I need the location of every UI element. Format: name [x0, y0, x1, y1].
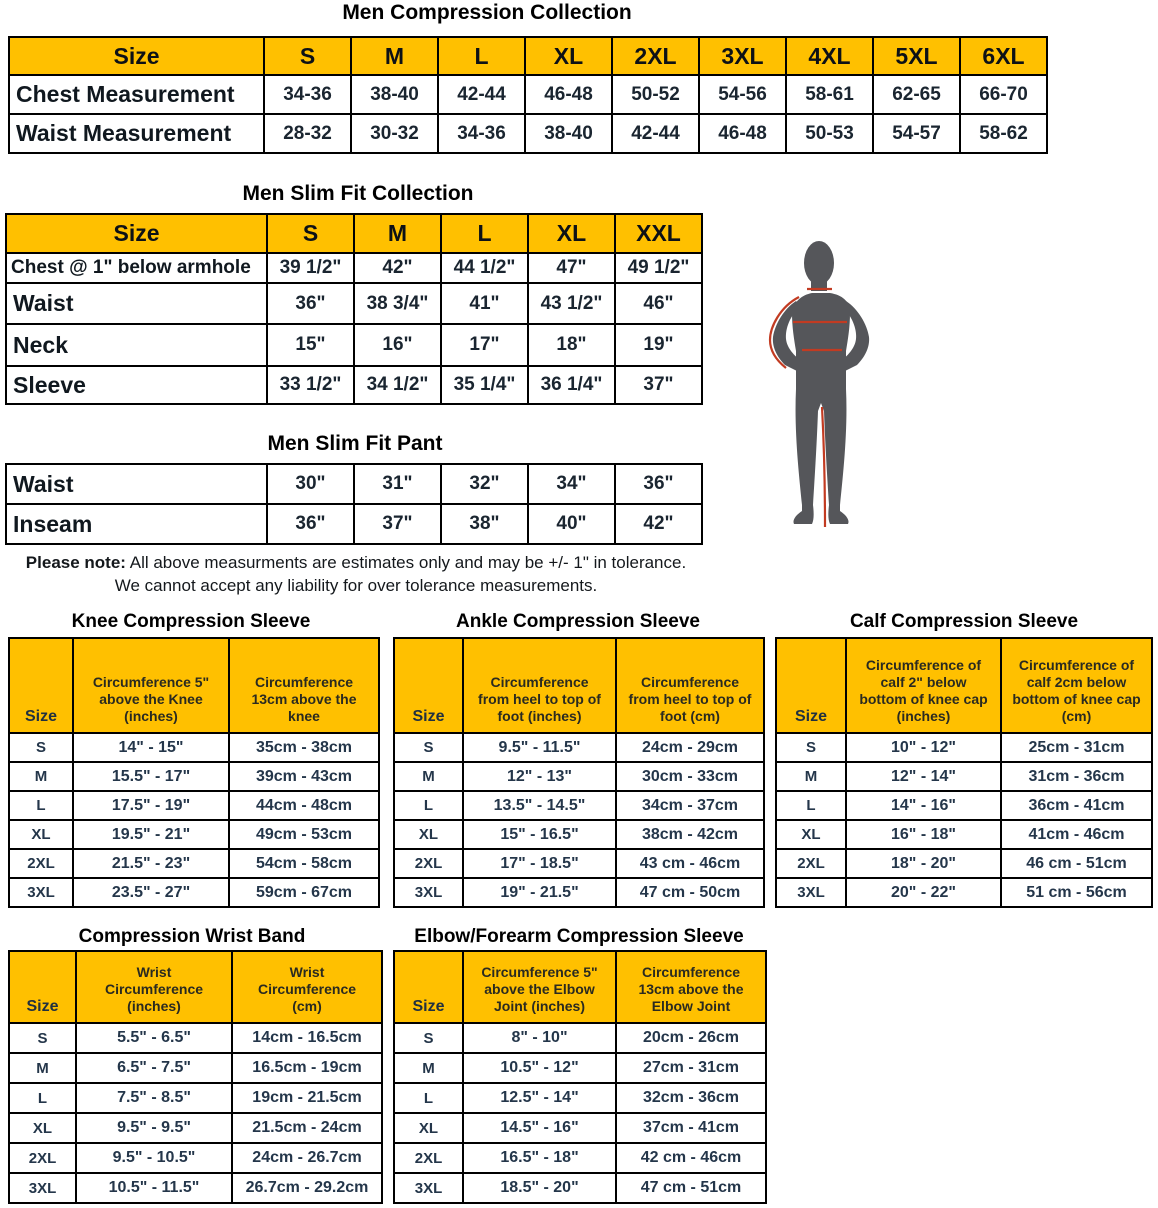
size-cell: 2XL — [776, 849, 846, 878]
cell: 58-62 — [960, 114, 1047, 153]
table-row — [9, 733, 379, 762]
col-header: Wrist Circumference (inches) — [76, 951, 232, 1023]
cell: 38 3/4" — [354, 283, 441, 324]
ankle-sleeve-table — [393, 637, 765, 908]
cell: 15.5" - 17" — [73, 762, 229, 791]
size-cell: 2XL — [394, 849, 463, 878]
cell: 17" — [441, 324, 528, 366]
table-row — [9, 820, 379, 849]
size-cell: S — [394, 1023, 463, 1053]
men-compression-collection-table — [8, 36, 1048, 154]
cell: 16.5cm - 19cm — [232, 1053, 382, 1083]
cell: 18" — [528, 324, 615, 366]
size-header-cell: Size — [394, 638, 463, 733]
cell: 31" — [354, 464, 441, 504]
elbow-sleeve-table — [393, 950, 767, 1204]
table-row — [9, 1113, 382, 1143]
size-header-cell: Size — [394, 951, 463, 1023]
cell: 32" — [441, 464, 528, 504]
col-header: M — [351, 37, 438, 75]
col-header: Circumference 13cm above the Elbow Joint — [616, 951, 766, 1023]
cell: 35cm - 38cm — [229, 733, 379, 762]
size-cell: M — [776, 762, 846, 791]
size-cell: M — [9, 762, 73, 791]
cell: 20" - 22" — [846, 878, 1001, 907]
cell: 42 cm - 46cm — [616, 1143, 766, 1173]
size-cell: L — [776, 791, 846, 820]
size-cell: S — [9, 1023, 76, 1053]
cell: 37" — [615, 366, 702, 404]
cell: 14.5" - 16" — [463, 1113, 616, 1143]
table-row — [6, 504, 702, 544]
wrist-band-table — [8, 950, 383, 1204]
wrist-band-title: Compression Wrist Band — [78, 926, 306, 947]
cell: 34" — [528, 464, 615, 504]
cell: 5.5" - 6.5" — [76, 1023, 232, 1053]
size-cell: XL — [776, 820, 846, 849]
cell: 26.7cm - 29.2cm — [232, 1173, 382, 1203]
cell: 51 cm - 56cm — [1001, 878, 1152, 907]
table-row — [6, 464, 702, 504]
cell: 54-56 — [699, 75, 786, 114]
cell: 19" - 21.5" — [463, 878, 616, 907]
size-cell: 3XL — [394, 878, 463, 907]
cell: 17" - 18.5" — [463, 849, 616, 878]
cell: 30cm - 33cm — [616, 762, 764, 791]
col-header: 2XL — [612, 37, 699, 75]
col-header: L — [438, 37, 525, 75]
table-row — [394, 1113, 766, 1143]
cell: 47 cm - 50cm — [616, 878, 764, 907]
cell: 46 cm - 51cm — [1001, 849, 1152, 878]
col-header: M — [354, 214, 441, 253]
size-cell: XL — [394, 820, 463, 849]
cell: 44cm - 48cm — [229, 791, 379, 820]
men-slim-fit-pant-title: Men Slim Fit Pant — [267, 432, 443, 455]
col-header: Circumference 13cm above the knee — [229, 638, 379, 733]
cell: 9.5" - 11.5" — [463, 733, 616, 762]
cell: 14cm - 16.5cm — [232, 1023, 382, 1053]
cell: 54-57 — [873, 114, 960, 153]
cell: 42" — [354, 253, 441, 283]
cell: 38-40 — [351, 75, 438, 114]
size-cell: XL — [9, 820, 73, 849]
table-row — [776, 820, 1152, 849]
row-label: Chest Measurement — [9, 75, 264, 114]
cell: 9.5" - 9.5" — [76, 1113, 232, 1143]
table-row — [6, 366, 702, 404]
men-slim-fit-pant-table — [5, 463, 703, 545]
cell: 39cm - 43cm — [229, 762, 379, 791]
cell: 38" — [441, 504, 528, 544]
cell: 36 1/4" — [528, 366, 615, 404]
table-row — [394, 1143, 766, 1173]
row-label: Chest @ 1" below armhole — [6, 253, 267, 283]
cell: 10.5" - 11.5" — [76, 1173, 232, 1203]
cell: 38-40 — [525, 114, 612, 153]
col-header: S — [267, 214, 354, 253]
ankle-sleeve-title: Ankle Compression Sleeve — [456, 611, 700, 632]
cell: 20cm - 26cm — [616, 1023, 766, 1053]
row-label: Inseam — [6, 504, 267, 544]
cell: 46-48 — [525, 75, 612, 114]
table-row — [9, 1083, 382, 1113]
cell: 62-65 — [873, 75, 960, 114]
size-cell: 2XL — [9, 1143, 76, 1173]
size-header-cell: Size — [9, 37, 264, 75]
size-cell: 3XL — [776, 878, 846, 907]
cell: 46" — [615, 283, 702, 324]
cell: 8" - 10" — [463, 1023, 616, 1053]
cell: 34-36 — [264, 75, 351, 114]
cell: 16" — [354, 324, 441, 366]
knee-sleeve-title: Knee Compression Sleeve — [71, 611, 311, 632]
cell: 25cm - 31cm — [1001, 733, 1152, 762]
table-row — [394, 1053, 766, 1083]
col-header: XXL — [615, 214, 702, 253]
header-row — [394, 951, 766, 1023]
cell: 17.5" - 19" — [73, 791, 229, 820]
table-row — [776, 733, 1152, 762]
size-cell: 2XL — [9, 849, 73, 878]
table-row — [9, 1143, 382, 1173]
size-cell: 2XL — [394, 1143, 463, 1173]
row-label: Waist Measurement — [9, 114, 264, 153]
cell: 35 1/4" — [441, 366, 528, 404]
table-row — [394, 849, 764, 878]
cell: 36" — [615, 464, 702, 504]
cell: 28-32 — [264, 114, 351, 153]
men-compression-collection-title: Men Compression Collection — [342, 1, 632, 24]
col-header: Wrist Circumference (cm) — [232, 951, 382, 1023]
table-row — [9, 1023, 382, 1053]
cell: 14" - 15" — [73, 733, 229, 762]
size-cell: XL — [9, 1113, 76, 1143]
cell: 47 cm - 51cm — [616, 1173, 766, 1203]
size-cell: XL — [394, 1113, 463, 1143]
cell: 15" - 16.5" — [463, 820, 616, 849]
cell: 30-32 — [351, 114, 438, 153]
size-cell: S — [9, 733, 73, 762]
size-cell: M — [9, 1053, 76, 1083]
cell: 46-48 — [699, 114, 786, 153]
col-header: 4XL — [786, 37, 873, 75]
cell: 50-52 — [612, 75, 699, 114]
table-row — [776, 762, 1152, 791]
table-row — [394, 820, 764, 849]
col-header: Circumference from heel to top of foot (inches) — [463, 638, 616, 733]
cell: 32cm - 36cm — [616, 1083, 766, 1113]
size-header-cell: Size — [776, 638, 846, 733]
elbow-sleeve-title: Elbow/Forearm Compression Sleeve — [414, 926, 744, 947]
col-header: S — [264, 37, 351, 75]
cell: 34 1/2" — [354, 366, 441, 404]
cell: 37cm - 41cm — [616, 1113, 766, 1143]
size-cell: L — [9, 1083, 76, 1113]
table-row — [6, 324, 702, 366]
cell: 43 cm - 46cm — [616, 849, 764, 878]
cell: 38cm - 42cm — [616, 820, 764, 849]
cell: 12" - 13" — [463, 762, 616, 791]
calf-sleeve-table — [775, 637, 1153, 908]
header-row — [9, 37, 1047, 75]
col-header: Circumference 5" above the Elbow Joint (inches) — [463, 951, 616, 1023]
cell: 18" - 20" — [846, 849, 1001, 878]
cell: 33 1/2" — [267, 366, 354, 404]
cell: 54cm - 58cm — [229, 849, 379, 878]
size-cell: S — [776, 733, 846, 762]
cell: 49 1/2" — [615, 253, 702, 283]
size-header-cell: Size — [6, 214, 267, 253]
cell: 42" — [615, 504, 702, 544]
table-row — [776, 791, 1152, 820]
header-row — [9, 638, 379, 733]
cell: 66-70 — [960, 75, 1047, 114]
size-cell: 3XL — [9, 1173, 76, 1203]
cell: 59cm - 67cm — [229, 878, 379, 907]
table-row — [9, 75, 1047, 114]
cell: 10.5" - 12" — [463, 1053, 616, 1083]
cell: 36cm - 41cm — [1001, 791, 1152, 820]
table-row — [394, 791, 764, 820]
size-cell: M — [394, 762, 463, 791]
cell: 13.5" - 14.5" — [463, 791, 616, 820]
header-row — [9, 951, 382, 1023]
size-cell: 3XL — [9, 878, 73, 907]
cell: 19" — [615, 324, 702, 366]
table-row — [394, 1173, 766, 1203]
cell: 42-44 — [438, 75, 525, 114]
table-row — [394, 1023, 766, 1053]
table-row — [776, 849, 1152, 878]
cell: 15" — [267, 324, 354, 366]
table-row — [394, 878, 764, 907]
header-row — [776, 638, 1152, 733]
size-cell: L — [9, 791, 73, 820]
cell: 24cm - 29cm — [616, 733, 764, 762]
cell: 30" — [267, 464, 354, 504]
cell: 16.5" - 18" — [463, 1143, 616, 1173]
size-cell: L — [394, 791, 463, 820]
cell: 12" - 14" — [846, 762, 1001, 791]
cell: 19.5" - 21" — [73, 820, 229, 849]
cell: 16" - 18" — [846, 820, 1001, 849]
cell: 19cm - 21.5cm — [232, 1083, 382, 1113]
cell: 18.5" - 20" — [463, 1173, 616, 1203]
note-line-1: Please note: All above measurments are estimates only and may be +/- 1" in tolerance. — [25, 553, 687, 572]
cell: 14" - 16" — [846, 791, 1001, 820]
table-row — [9, 762, 379, 791]
table-row — [9, 878, 379, 907]
header-row — [394, 638, 764, 733]
cell: 49cm - 53cm — [229, 820, 379, 849]
table-row — [9, 849, 379, 878]
table-row — [776, 878, 1152, 907]
col-header: XL — [528, 214, 615, 253]
cell: 58-61 — [786, 75, 873, 114]
col-header: 6XL — [960, 37, 1047, 75]
table-row — [394, 733, 764, 762]
row-label: Neck — [6, 324, 267, 366]
col-header: Circumference from heel to top of foot (cm) — [616, 638, 764, 733]
cell: 50-53 — [786, 114, 873, 153]
size-cell: L — [394, 1083, 463, 1113]
cell: 21.5" - 23" — [73, 849, 229, 878]
cell: 47" — [528, 253, 615, 283]
cell: 34cm - 37cm — [616, 791, 764, 820]
male-silhouette-figure — [766, 239, 876, 533]
table-row — [9, 791, 379, 820]
col-header: Circumference of calf 2cm below bottom of knee cap (cm) — [1001, 638, 1152, 733]
cell: 37" — [354, 504, 441, 544]
men-slim-fit-collection-title: Men Slim Fit Collection — [242, 182, 474, 205]
col-header: Circumference 5" above the Knee (inches) — [73, 638, 229, 733]
table-row — [394, 1083, 766, 1113]
tolerance-note — [0, 551, 712, 597]
note-lead: Please note: — [25, 553, 126, 572]
cell: 12.5" - 14" — [463, 1083, 616, 1113]
size-cell: 3XL — [394, 1173, 463, 1203]
size-header-cell: Size — [9, 951, 76, 1023]
table-row — [6, 283, 702, 324]
cell: 21.5cm - 24cm — [232, 1113, 382, 1143]
row-label: Waist — [6, 283, 267, 324]
cell: 24cm - 26.7cm — [232, 1143, 382, 1173]
table-row — [9, 114, 1047, 153]
cell: 39 1/2" — [267, 253, 354, 283]
inseam-measure-line — [822, 407, 825, 527]
col-header: 3XL — [699, 37, 786, 75]
cell: 31cm - 36cm — [1001, 762, 1152, 791]
cell: 10" - 12" — [846, 733, 1001, 762]
size-header-cell: Size — [9, 638, 73, 733]
cell: 41cm - 46cm — [1001, 820, 1152, 849]
table-row — [6, 253, 702, 283]
header-row — [6, 214, 702, 253]
knee-sleeve-table — [8, 637, 380, 908]
cell: 42-44 — [612, 114, 699, 153]
men-slim-fit-collection-table — [5, 213, 703, 405]
row-label: Waist — [6, 464, 267, 504]
cell: 41" — [441, 283, 528, 324]
cell: 23.5" - 27" — [73, 878, 229, 907]
col-header: Circumference of calf 2" below bottom of knee cap (inches) — [846, 638, 1001, 733]
cell: 44 1/2" — [441, 253, 528, 283]
cell: 40" — [528, 504, 615, 544]
cell: 7.5" - 8.5" — [76, 1083, 232, 1113]
table-row — [9, 1173, 382, 1203]
size-cell: M — [394, 1053, 463, 1083]
size-cell: S — [394, 733, 463, 762]
table-row — [394, 762, 764, 791]
table-row — [9, 1053, 382, 1083]
col-header: L — [441, 214, 528, 253]
cell: 27cm - 31cm — [616, 1053, 766, 1083]
col-header: 5XL — [873, 37, 960, 75]
cell: 34-36 — [438, 114, 525, 153]
calf-sleeve-title: Calf Compression Sleeve — [849, 611, 1079, 632]
cell: 43 1/2" — [528, 283, 615, 324]
note-line-2: We cannot accept any liability for over tolerance measurements. — [114, 576, 598, 595]
col-header: XL — [525, 37, 612, 75]
cell: 36" — [267, 504, 354, 544]
cell: 6.5" - 7.5" — [76, 1053, 232, 1083]
row-label: Sleeve — [6, 366, 267, 404]
cell: 9.5" - 10.5" — [76, 1143, 232, 1173]
cell: 36" — [267, 283, 354, 324]
